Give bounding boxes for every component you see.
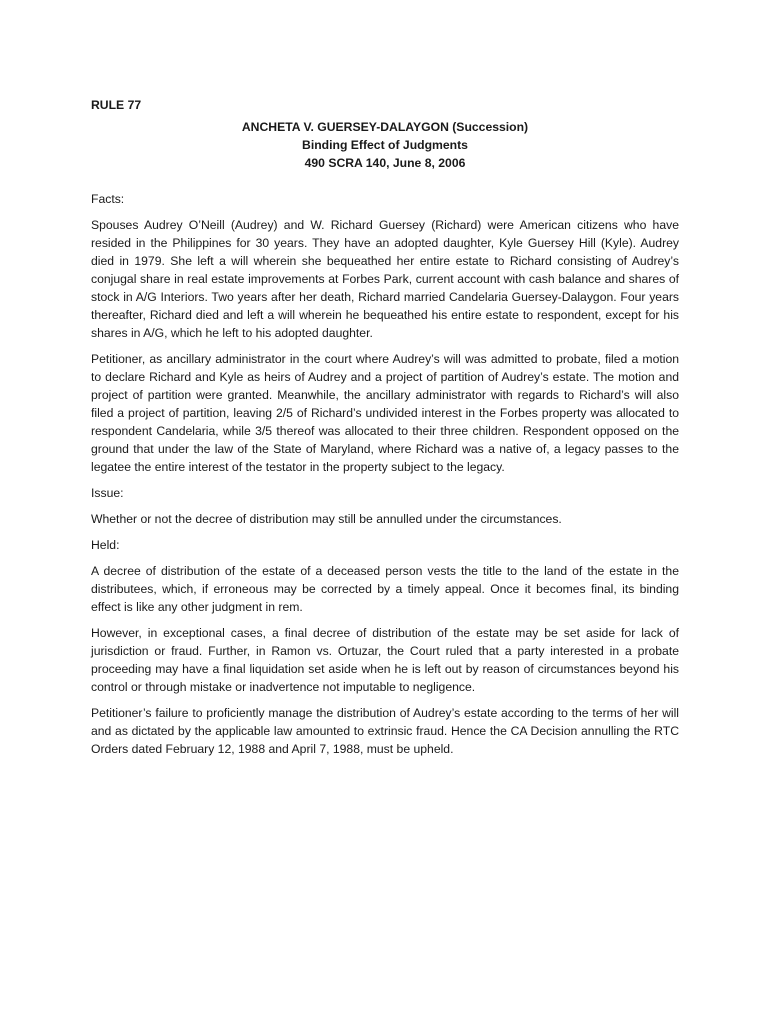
case-topic: Binding Effect of Judgments xyxy=(302,138,468,152)
held-label: Held: xyxy=(91,538,120,552)
case-title-block xyxy=(91,118,679,172)
document-page xyxy=(91,96,679,766)
held-paragraph-1: A decree of distribution of the estate of a deceased person vests the title to the land of the estate in the distributees, which, if erroneous may be corrected by a timely appeal. Once it becomes final, its binding effect is like any other judgment in rem. xyxy=(91,564,679,614)
held-paragraph-3: Petitioner’s failure to proficiently manage the distribution of Audrey’s estate according to the terms of her will and as dictated by the applicable law amounted to extrinsic fraud. Hence the CA Decision annulling the RTC Orders dated February 12, 1988 and April 7, 1988, must be upheld. xyxy=(91,706,679,756)
facts-label: Facts: xyxy=(91,192,125,206)
issue-label: Issue: xyxy=(91,486,124,500)
case-citation: 490 SCRA 140, June 8, 2006 xyxy=(304,156,466,170)
facts-paragraph-1: Spouses Audrey O’Neill (Audrey) and W. Richard Guersey (Richard) were American citizens who have resided in the Philippines for 30 years. They have an adopted daughter, Kyle Guersey Hill (Kyle). Audrey died in 1979. She left a will wherein she bequeathed her entire estate to Richard consisting of Audrey’s conjugal share in real estate improvements at Forbes Park, current account with cash balance and shares of stock in A/G Interiors. Two years after her death, Richard married Candelaria Guersey-Dalaygon. Four years thereafter, Richard died and left a will wherein he bequeathed his entire estate to respondent, except for his shares in A/G, which he left to his adopted daughter. xyxy=(91,218,679,340)
issue-paragraph: Whether or not the decree of distribution may still be annulled under the circumstances. xyxy=(91,512,562,526)
case-title: ANCHETA V. GUERSEY-DALAYGON (Succession) xyxy=(241,120,529,134)
rule-heading: RULE 77 xyxy=(91,98,142,112)
held-paragraph-2: However, in exceptional cases, a final decree of distribution of the estate may be set aside for lack of jurisdiction or fraud. Further, in Ramon vs. Ortuzar, the Court ruled that a party interested in a probate proceeding may have a final liquidation set aside when he is left out by reason of circumstances beyond his control or through mistake or inadvertence not imputable to negligence. xyxy=(91,626,679,694)
facts-paragraph-2: Petitioner, as ancillary administrator in the court where Audrey’s will was admitted to probate, filed a motion to declare Richard and Kyle as heirs of Audrey and a project of partition of Audrey’s estate. The motion and project of partition were granted. Meanwhile, the ancillary administrator with regards to Richard’s will also filed a project of partition, leaving 2/5 of Richard’s undivided interest in the Forbes property was allocated to respondent Candelaria, while 3/5 thereof was allocated to their three children. Respondent opposed on the ground that under the law of the State of Maryland, where Richard was a native of, a legacy passes to the legatee the entire interest of the testator in the property subject to the legacy. xyxy=(91,352,679,474)
